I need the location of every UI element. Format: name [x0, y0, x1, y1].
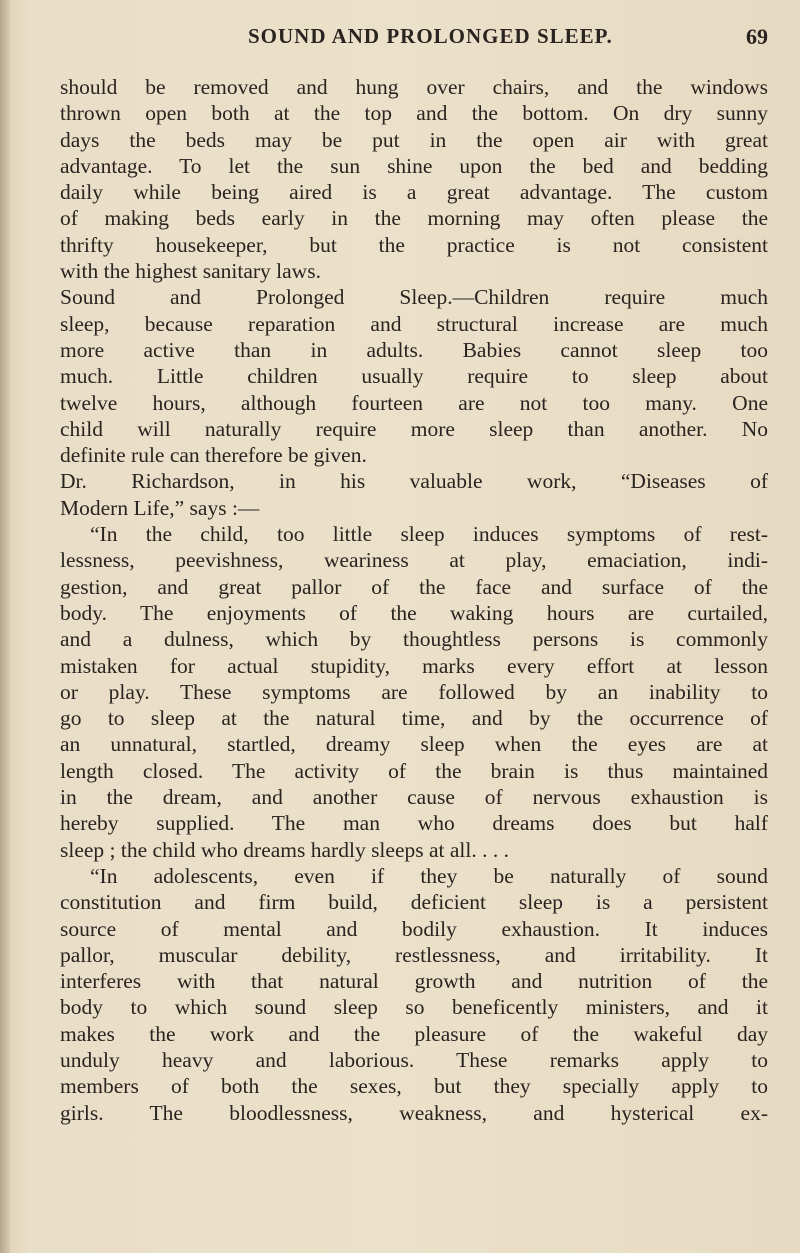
- text-line: interferes with that natural growth and nutrition of the: [60, 969, 768, 994]
- text-line: length closed. The activity of the brain is thus maintained: [60, 758, 768, 783]
- text-line: makes the work and the pleasure of the wakeful day: [60, 1021, 768, 1046]
- text-line: thrifty housekeeper, but the practice is not consistent: [60, 232, 768, 257]
- text-line: much. Little children usually require to sleep about: [60, 364, 768, 389]
- text-line: days the beds may be put in the open air with great: [60, 127, 768, 152]
- text-line: Modern Life,” says :—: [60, 495, 260, 520]
- text-line: Sound and Prolonged Sleep.—Children require much: [60, 285, 768, 310]
- text-line: sleep, because reparation and structural increase are much: [60, 311, 768, 336]
- text-line: source of mental and bodily exhaustion. It induces: [60, 916, 768, 941]
- running-head: [60, 24, 768, 54]
- text-line: “In the child, too little sleep induces symptoms of rest-: [90, 522, 768, 547]
- text-line: gestion, and great pallor of the face and surface of the: [60, 574, 768, 599]
- text-line: unduly heavy and laborious. These remarks apply to: [60, 1047, 768, 1072]
- text-line: girls. The bloodlessness, weakness, and hysterical ex-: [60, 1100, 768, 1125]
- body-text: [60, 74, 768, 1126]
- text-line: should be removed and hung over chairs, and the windows: [60, 75, 768, 99]
- text-line: more active than in adults. Babies cannot sleep too: [60, 337, 768, 362]
- text-line: an unnatural, startled, dreamy sleep when the eyes are at: [60, 732, 768, 757]
- text-line: or play. These symptoms are followed by an inability to: [60, 679, 768, 704]
- text-line: body. The enjoyments of the waking hours are curtailed,: [60, 600, 768, 625]
- text-line: body to which sound sleep so beneficently ministers, and it: [60, 995, 768, 1020]
- text-line: Dr. Richardson, in his valuable work, “Diseases of: [60, 469, 768, 494]
- text-line: pallor, muscular debility, restlessness, and irritability. It: [60, 942, 768, 967]
- text-line: sleep ; the child who dreams hardly sleeps at all. . . .: [60, 837, 509, 862]
- text-line: advantage. To let the sun shine upon the bed and bedding: [60, 153, 768, 178]
- text-line: hereby supplied. The man who dreams does but half: [60, 811, 768, 836]
- text-line: twelve hours, although fourteen are not too many. One: [60, 390, 768, 415]
- text-line: lessness, peevishness, weariness at play, emaciation, indi-: [60, 548, 768, 573]
- text-line: thrown open both at the top and the bottom. On dry sunny: [60, 101, 768, 126]
- text-line: child will naturally require more sleep than another. No: [60, 416, 768, 441]
- text-line: mistaken for actual stupidity, marks every effort at lesson: [60, 653, 768, 678]
- text-line: definite rule can therefore be given.: [60, 443, 367, 468]
- text-line: constitution and firm build, deficient sleep is a persistent: [60, 890, 768, 915]
- page-number: 69: [746, 24, 768, 49]
- text-line: members of both the sexes, but they specially apply to: [60, 1074, 768, 1099]
- text-line: in the dream, and another cause of nervous exhaustion is: [60, 785, 768, 810]
- text-line: of making beds early in the morning may often please the: [60, 206, 768, 231]
- text-line: with the highest sanitary laws.: [60, 259, 321, 284]
- text-line: “In adolescents, even if they be naturally of sound: [90, 863, 768, 888]
- running-title: SOUND AND PROLONGED SLEEP.: [248, 24, 613, 48]
- page-gutter-shadow: [0, 0, 10, 1253]
- text-line: go to sleep at the natural time, and by the occurrence of: [60, 706, 768, 731]
- text-line: daily while being aired is a great advantage. The custom: [60, 180, 768, 205]
- text-line: and a dulness, which by thoughtless persons is commonly: [60, 627, 768, 652]
